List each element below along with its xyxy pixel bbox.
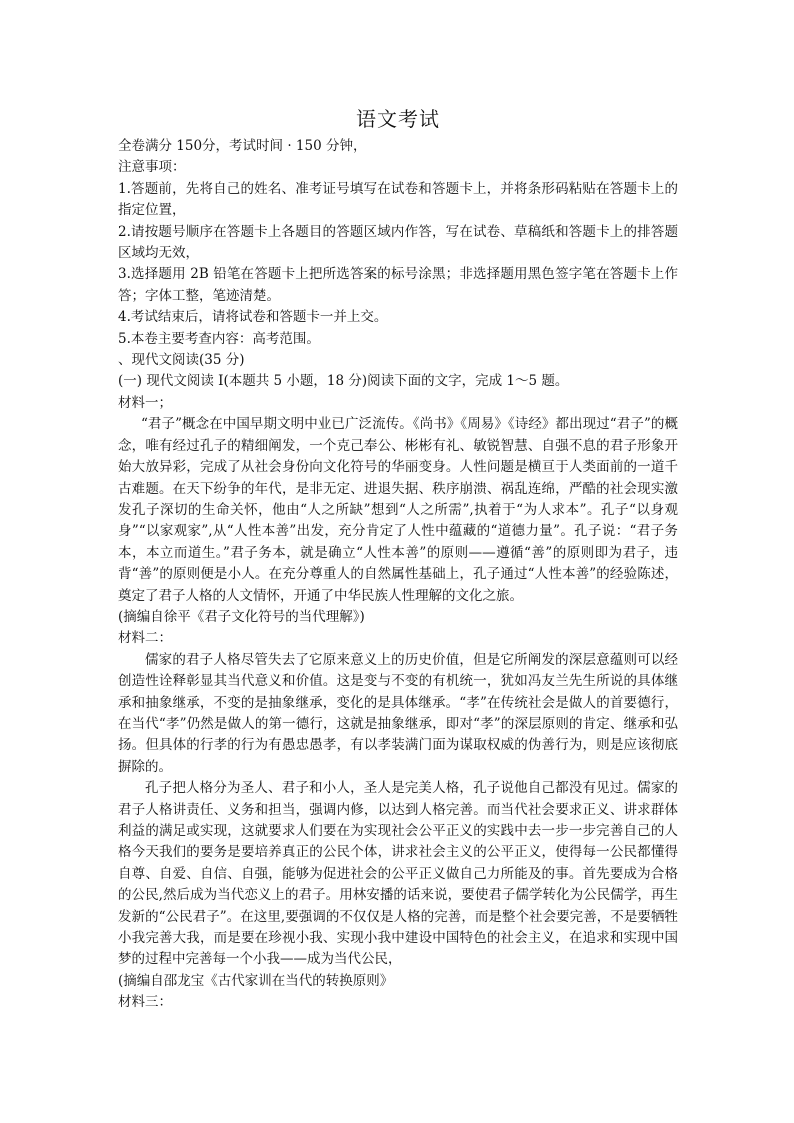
material-paragraph: “君子”概念在中国早期文明中业已广泛流传。《尚书》《周易》《诗经》都出现过“君子”的概念，唯有经过孔子的精细阐发，一个克己奉公、彬彬有礼、敏锐智慧、自强不息的君子形象开始大放异彩，完成了从社会身份向文化符号的华丽变身。人性问题是横亘于人类面前的一道千古难题。在天下纷争的年代，是非无定、进退失据、秩序崩溃、祸乱连绵，严酷的社会现实激发孔子深切的生命关怀，他由“人之所缺”想到“人之所需”,执着于“为人求本”。孔子“以身观身”“以家观家”,从“人性本善”出发，充分肯定了人性中蕴藏的“道德力量”。孔子说：“君子务本，本立而道生。”君子务本，就是确立“人性本善”的原则——遵循“善”的原则即为君子，违背“善”的原则便是小人。在充分尊重人的自然属性基础上，孔子通过“人性本善”的经验陈述，奠定了君子人格的人文情怀，开通了中华民族人性理解的文化之旅。 (118, 416, 678, 604)
material-source: (摘编自邵龙宝《古代家训在当代的转换原则》 (118, 972, 394, 989)
notice-item: 1.答题前，先将自己的姓名、准考证号填写在试卷和答题卡上，并将条形码粘贴在答题卡上的指定位置， (118, 180, 678, 219)
material-source: (摘编自徐平《君子文化符号的当代理解》) (118, 608, 365, 625)
exam-page (118, 104, 678, 1014)
score-line: 全卷满分 150分，考试时间 · 150 分钟， (118, 138, 367, 154)
notice-item: 4.考试结束后，请将试卷和答题卡一并上交。 (118, 309, 388, 326)
notice-item: 2.请按题号顺序在答题卡上各题目的答题区域内作答，写在试卷、草稿纸和答题卡上的排答题区域均无效， (118, 223, 678, 262)
page-title: 语文考试 (356, 107, 440, 131)
notice-heading: 注意事项： (118, 159, 186, 176)
section-subheading: (一) 现代文阅读 I(本题共 5 小题，18 分)阅读下面的文字，完成 1～5 题。 (118, 373, 569, 390)
material-label: 材料一； (118, 394, 172, 411)
material-label: 材料二： (118, 630, 172, 647)
notice-item: 3.选择题用 2B 铅笔在答题卡上把所选答案的标号涂黑；非选择题用黑色签字笔在答题卡上作答；字体工整，笔迹清楚。 (118, 266, 678, 304)
material-paragraph: 儒家的君子人格尽管失去了它原来意义上的历史价值，但是它所阐发的深层意蕴则可以经创造性诠释彰显其当代意义和价值。这是变与不变的有机统一，犹如冯友兰先生所说的具体继承和抽象继承，不变的是抽象继承，变化的是具体继承。“孝”在传统社会是做人的首要德行，在当代“孝”仍然是做人的第一德行，这就是抽象继承，即对“孝”的深层原则的肯定、继承和弘扬。但具体的行孝的行为有愚忠愚孝，有以孝装满门面为谋取权威的伪善行为，则是应该彻底摒除的。 (118, 651, 678, 775)
section-heading: 、现代文阅读(35 分) (118, 352, 245, 369)
material-paragraph: 孔子把人格分为圣人、君子和小人，圣人是完美人格，孔子说他自己都没有见过。儒家的君子人格讲责任、义务和担当，强调内修，以达到人格完善。而当代社会要求正义、讲求群体利益的满足或实现，这就要求人们要在为实现社会公平正义的实践中去一步一步完善自己的人格今天我们的要务是要培养真正的公民个体，讲求社会主义的公平正义，使得每一公民都懂得自尊、自爱、自信、自强，能够为促进社会的公平正义做自己力所能及的事。首先要成为合格的公民,然后成为当代恋义上的君子。用林安播的话来说，要使君子儒学转化为公民儒学，再生发新的“公民君子”。在这里,要强调的不仅仅是人格的完善，而是整个社会要完善，不是要牺牲小我完善大我，而是要在珍视小我、实现小我中建设中国特色的社会主义，在追求和实现中国梦的过程中完善每一个小我——成为当代公民， (118, 780, 678, 968)
notice-item: 5.本卷主要考查内容：高考范围。 (118, 330, 320, 347)
material-label: 材料三： (118, 994, 172, 1011)
